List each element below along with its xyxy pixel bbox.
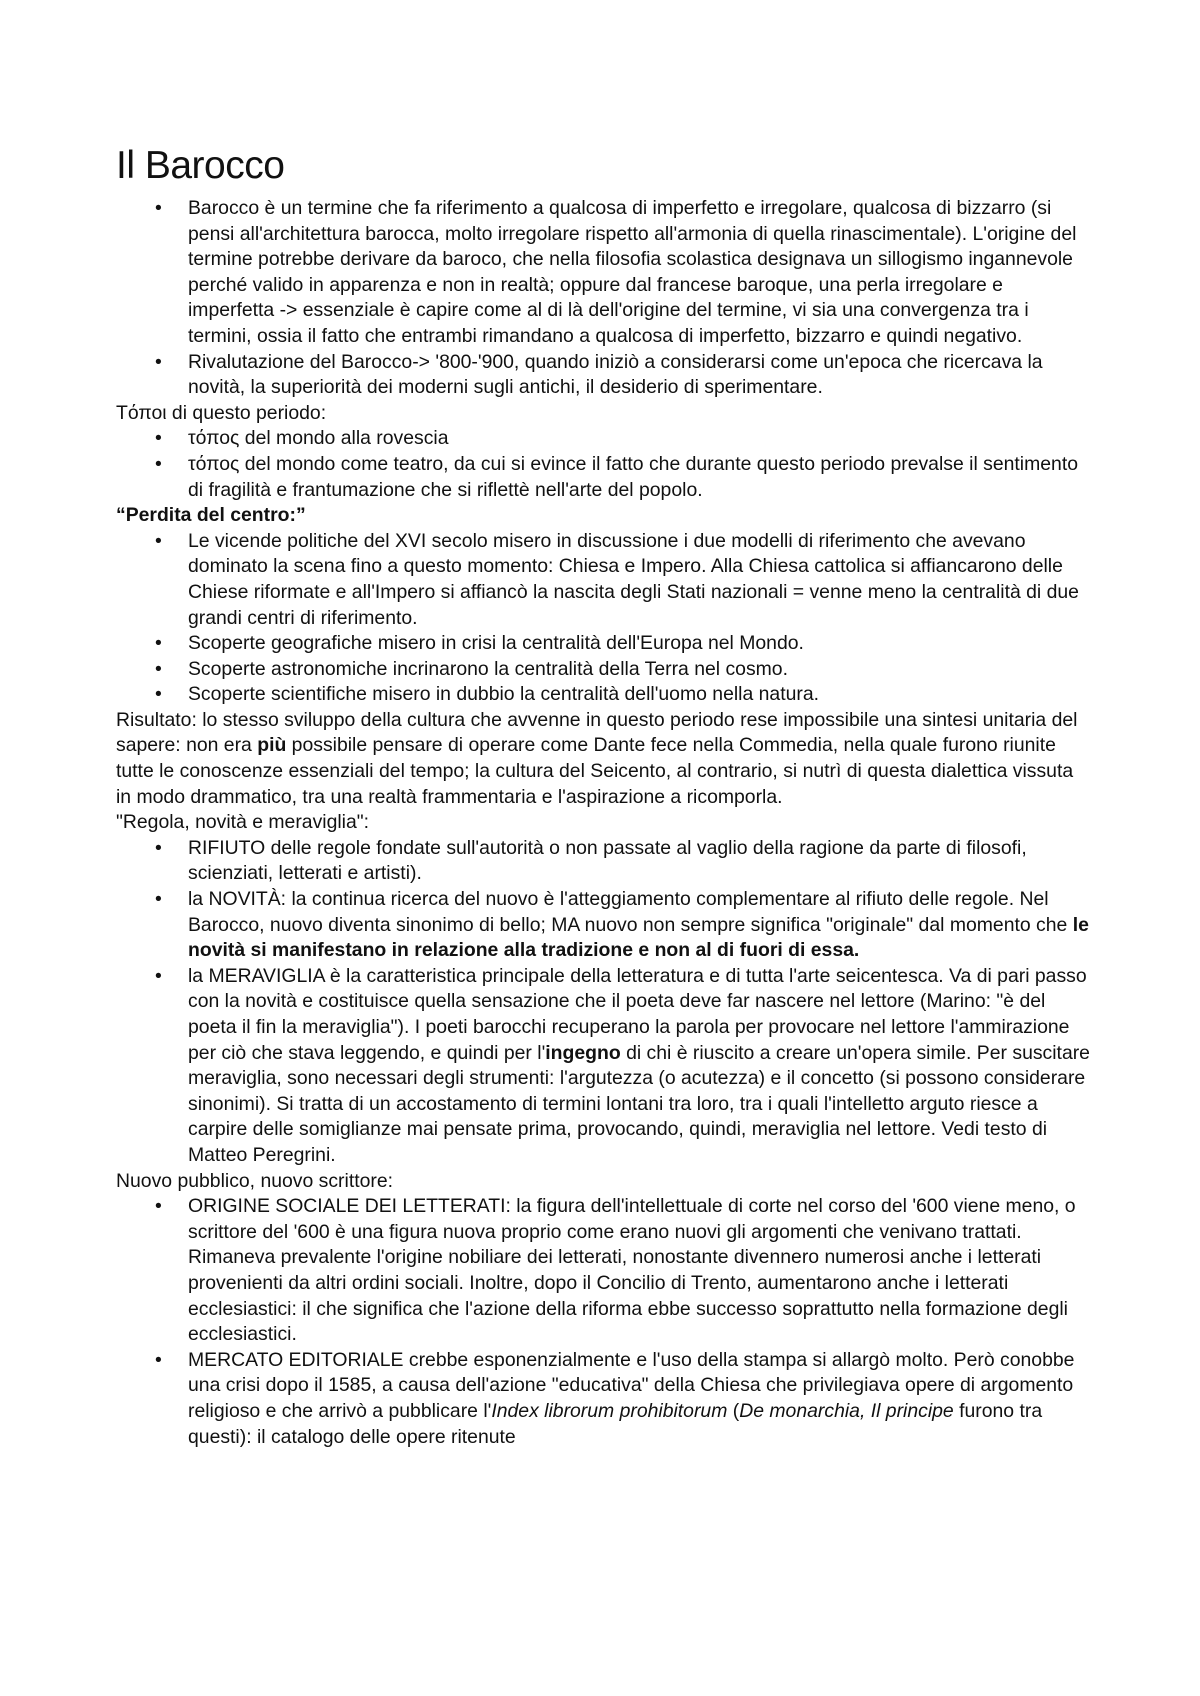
bold-run: le novità si manifestano in relazione alla tradizione e non al di fuori di essa. — [188, 913, 1089, 962]
topoi-list — [116, 426, 1090, 503]
list-item — [188, 964, 1090, 1169]
list-item: • τόπος del mondo come teatro, da cui si evince il fatto che durante questo periodo prevalse il sentimento di fragilità e frantumazione che si riflettè nell'arte del popolo. — [188, 452, 1090, 503]
section-heading-perdita-centro: “Perdita del centro:” — [116, 504, 306, 527]
list-item: • Barocco è un termine che fa riferimento a qualcosa di imperfetto e irregolare, qualcosa di bizzarro (si pensi all'architettura barocca, molto irregolare rispetto all'armonia di quella rinascimentale). L'origine del termine potrebbe derivare da baroco, che nella filosofia scolastica designava un sillogismo ingannevole perché valido in apparenza e non in realtà; oppure dal francese baroque, una perla irregolare e imperfetta -> essenziale è capire come al di là dell'origine del termine, vi sia una convergenza tra i termini, ossia il fatto che entrambi rimandano a qualcosa di imperfetto, bizzarro e quindi negativo. — [188, 196, 1090, 350]
bold-run: ingegno — [545, 1041, 621, 1064]
text-run: ( — [727, 1399, 740, 1422]
list-item: • Scoperte scientifiche misero in dubbio la centralità dell'uomo nella natura. — [188, 682, 1090, 708]
list-item: • Scoperte astronomiche incrinarono la centralità della Terra nel cosmo. — [188, 657, 1090, 683]
section-heading-topoi: Tόποι di questo periodo: — [116, 401, 327, 424]
nuovo-pubblico-list — [116, 1194, 1090, 1450]
section-heading-nuovo-pubblico: Nuovo pubblico, nuovo scrittore: — [116, 1169, 394, 1192]
text-run: furono tra questi): il catalogo delle opere ritenute — [188, 1399, 1043, 1448]
list-item: • Le vicende politiche del XVI secolo misero in discussione i due modelli di riferimento che avevano dominato la scena fino a questo momento: Chiesa e Impero. Alla Chiesa cattolica si affiancarono delle Chiese riformate e all'Impero si affiancò la nascita degli Stati nazionali = venne meno la centralità di due grandi centri di riferimento. — [188, 529, 1090, 631]
list-item: • RIFIUTO delle regole fondate sull'autorità o non passate al vaglio della ragione da parte di filosofi, scienziati, letterati e artisti). — [188, 836, 1090, 887]
text-run: la MERAVIGLIA è la caratteristica principale della letteratura e di tutta l'arte seicentesca. Va di pari passo con la novità e costituisce quella sensazione che il poeta deve far nascere nel lettore (Marino: "è del poeta il fin la meraviglia"). I poeti barocchi recuperano la parola per provocare nel lettore l'ammirazione per ciò che stava leggendo, e quindi per l' — [188, 964, 1087, 1064]
regola-list — [116, 836, 1090, 1169]
bold-run: più — [257, 734, 287, 757]
text-run: di chi è riuscito a creare un'opera simile. Per suscitare meraviglia, sono necessari degli strumenti: l'argutezza (o acutezza) e il concetto (si possono considerare sinonimi). Si tratta di un accostamento di termini lontani tra loro, tra i quali l'intelletto arguto riesce a carpire delle somiglianze mai pensate prima, provocando, quindi, meraviglia nel lettore. Vedi testo di Matteo Peregrini. — [188, 1041, 1090, 1166]
list-item — [188, 887, 1090, 964]
perdita-centro-list — [116, 529, 1090, 708]
list-item: • Rivalutazione del Barocco-> '800-'900, quando iniziò a considerarsi come un'epoca che ricercava la novità, la superiorità dei moderni sugli antichi, il desiderio di sperimentare. — [188, 350, 1090, 401]
list-item — [188, 1348, 1090, 1450]
italic-run: Index librorum prohibitorum — [491, 1399, 728, 1422]
italic-run: De monarchia, Il principe — [739, 1399, 954, 1422]
intro-list — [116, 196, 1090, 401]
text-run: Risultato: lo stesso sviluppo della cultura che avvenne in questo periodo rese impossibile una sintesi unitaria del sapere: non era — [116, 708, 1078, 757]
text-run: MERCATO EDITORIALE crebbe esponenzialmente e l'uso della stampa si allargò molto. Però conobbe una crisi dopo il 1585, a causa dell'azione "educativa" della Chiesa che privilegiava opere di argomento religioso e che arrivò a pubblicare l' — [188, 1348, 1075, 1422]
page-title: Il Barocco — [116, 144, 285, 187]
text-run: possibile pensare di operare come Dante fece nella Commedia, nella quale furono riunite tutte le conoscenze essenziali del tempo; la cultura del Seicento, al contrario, si nutrì di questa dialettica vissuta in modo drammatico, tra una realtà frammentaria e l'aspirazione a ricomporla. — [116, 734, 1074, 808]
list-item: • τόπος del mondo alla rovescia — [188, 426, 1090, 452]
text-run: la NOVITÀ: la continua ricerca del nuovo è l'atteggiamento complementare al rifiuto delle regole. Nel Barocco, nuovo diventa sinonimo di bello; MA nuovo non sempre significa "originale" dal momento che — [188, 888, 1073, 936]
risultato-paragraph — [116, 708, 1090, 810]
list-item: • ORIGINE SOCIALE DEI LETTERATI: la figura dell'intellettuale di corte nel corso del '600 viene meno, o scrittore del '600 è una figura nuova proprio come erano nuovi gli argomenti che venivano trattati. Rimaneva prevalente l'origine nobiliare dei letterati, nonostante divennero numerosi anche i letterati provenienti da altri ordini sociali. Inoltre, dopo il Concilio di Trento, aumentarono anche i letterati ecclesiastici: il che significa che l'azione della riforma ebbe successo soprattutto nella formazione degli ecclesiastici. — [188, 1194, 1090, 1348]
list-item: • Scoperte geografiche misero in crisi la centralità dell'Europa nel Mondo. — [188, 631, 1090, 657]
section-heading-regola: "Regola, novità e meraviglia": — [116, 811, 370, 834]
